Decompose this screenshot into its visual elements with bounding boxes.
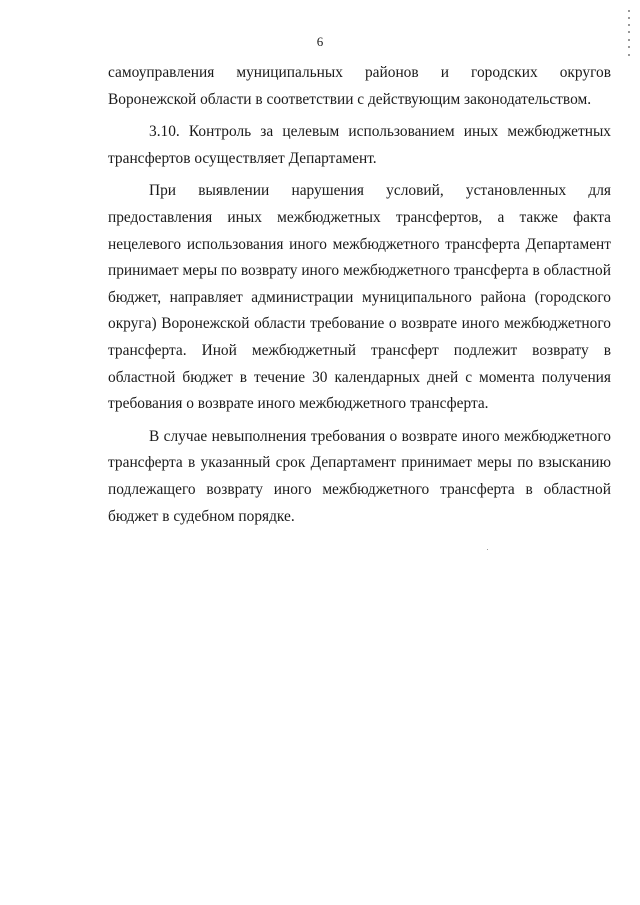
scan-artifact-dot xyxy=(487,549,488,550)
document-body xyxy=(108,60,611,536)
paragraph-court-recovery: В случае невыполнения требования о возврате иного межбюджетного трансферта в указанный срок Департамент принимает меры по взысканию подлежащего возврату иного межбюджетного трансферта в областной бюджет в судебном порядке. xyxy=(108,427,611,525)
scan-artifact-marks xyxy=(626,8,632,60)
page-number: 6 xyxy=(316,34,324,49)
paragraph-3-10: 3.10. Контроль за целевым использованием иных межбюджетных трансфертов осуществляет Департамент. xyxy=(108,123,611,167)
paragraph-violation-measures: При выявлении нарушения условий, установленных для предоставления иных межбюджетных трансфертов, а также факта нецелевого использования иного межбюджетного трансферта Департамент принимает меры по возврату иного межбюджетного трансферта в областной бюджет, направляет администрации муниципального района (городского округа) Воронежской области требование о возврате иного межбюджетного трансферта. Иной межбюджетный трансферт подлежит возврату в областной бюджет в течение 30 календарных дней с момента получения требования о возврате иного межбюджетного трансферта. xyxy=(108,182,611,413)
paragraph-continuation: самоуправления муниципальных районов и городских округов Воронежской области в соответствии с действующим законодательством. xyxy=(108,64,611,108)
